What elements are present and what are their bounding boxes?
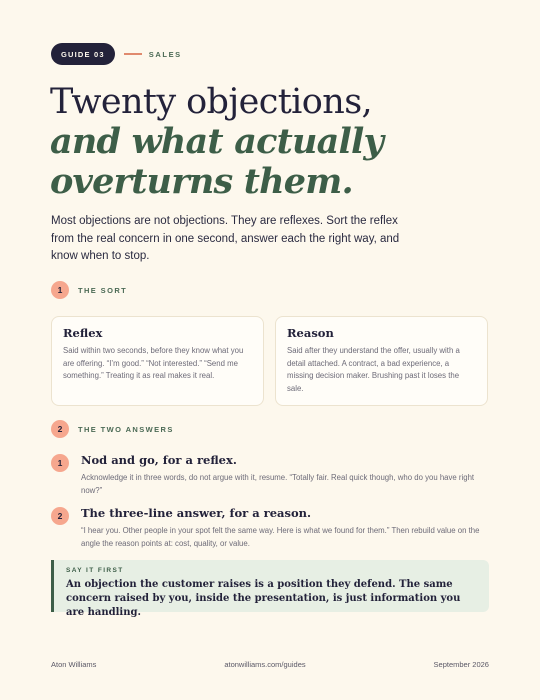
card-reflex: [51, 316, 264, 406]
answer-number: 1: [51, 454, 69, 472]
answer-body: [81, 453, 481, 497]
section-number: 1: [51, 281, 69, 299]
footer-author: Aton Williams: [51, 660, 97, 669]
section-label: THE TWO ANSWERS: [78, 424, 174, 434]
intro-paragraph: Most objections are not objections. They are reflexes. Sort the reflex from the real concern in one second, answer each the right way, and know when to stop.: [51, 215, 400, 262]
answer-number: 2: [51, 507, 69, 525]
answer-title: The three-line answer, for a reason.: [81, 506, 311, 520]
section-number: 2: [51, 420, 69, 438]
footer-date: September 2026: [433, 660, 489, 669]
answer-text: Acknowledge it in three words, do not argue with it, resume. “Totally fair. Real quick though, who do you have right now?”: [81, 473, 475, 495]
page-footer: [51, 660, 489, 669]
title-line-2: and what actually: [50, 121, 383, 162]
answer-body: [81, 506, 481, 550]
tag-divider: [124, 53, 142, 55]
card-body: Said within two seconds, before they know what you are offering. “I’m good.” “Not interested.” “Send me something.” Treating it as real makes it real.: [63, 346, 244, 380]
section-tag: SALES: [148, 49, 182, 59]
title-line-1: Twenty objections,: [50, 82, 373, 122]
footer-url[interactable]: atonwilliams.com/guides: [224, 660, 306, 669]
callout-text: An objection the customer raises is a position they defend. The same concern raised by you, inside the presentation, is just information you are handling.: [66, 579, 461, 618]
page-title: [50, 82, 490, 202]
section-header-answers: [51, 420, 174, 438]
card-reason: [275, 316, 488, 406]
title-line-3: overturns them.: [50, 161, 353, 202]
card-title: Reason: [287, 326, 334, 340]
section-header-sort: [51, 281, 127, 299]
callout-kicker: SAY IT FIRST: [66, 567, 124, 574]
answer-reason: [51, 506, 491, 550]
card-title: Reflex: [63, 326, 103, 340]
say-it-first-callout: [51, 560, 489, 618]
header-tagline: [51, 43, 182, 65]
guide-pill: GUIDE 03: [51, 43, 115, 65]
section-label: THE SORT: [78, 285, 128, 295]
card-body: Said after they understand the offer, usually with a detail attached. A contract, a bad experience, a missing decision maker. Brushing past it loses the sale.: [287, 346, 460, 393]
answer-reflex: [51, 453, 491, 497]
answer-title: Nod and go, for a reflex.: [81, 453, 237, 467]
answer-text: “I hear you. Other people in your spot felt the same way. Here is what we found for them.” Then rebuild value on the angle the reason points at: cost, quality, or value.: [81, 526, 480, 548]
